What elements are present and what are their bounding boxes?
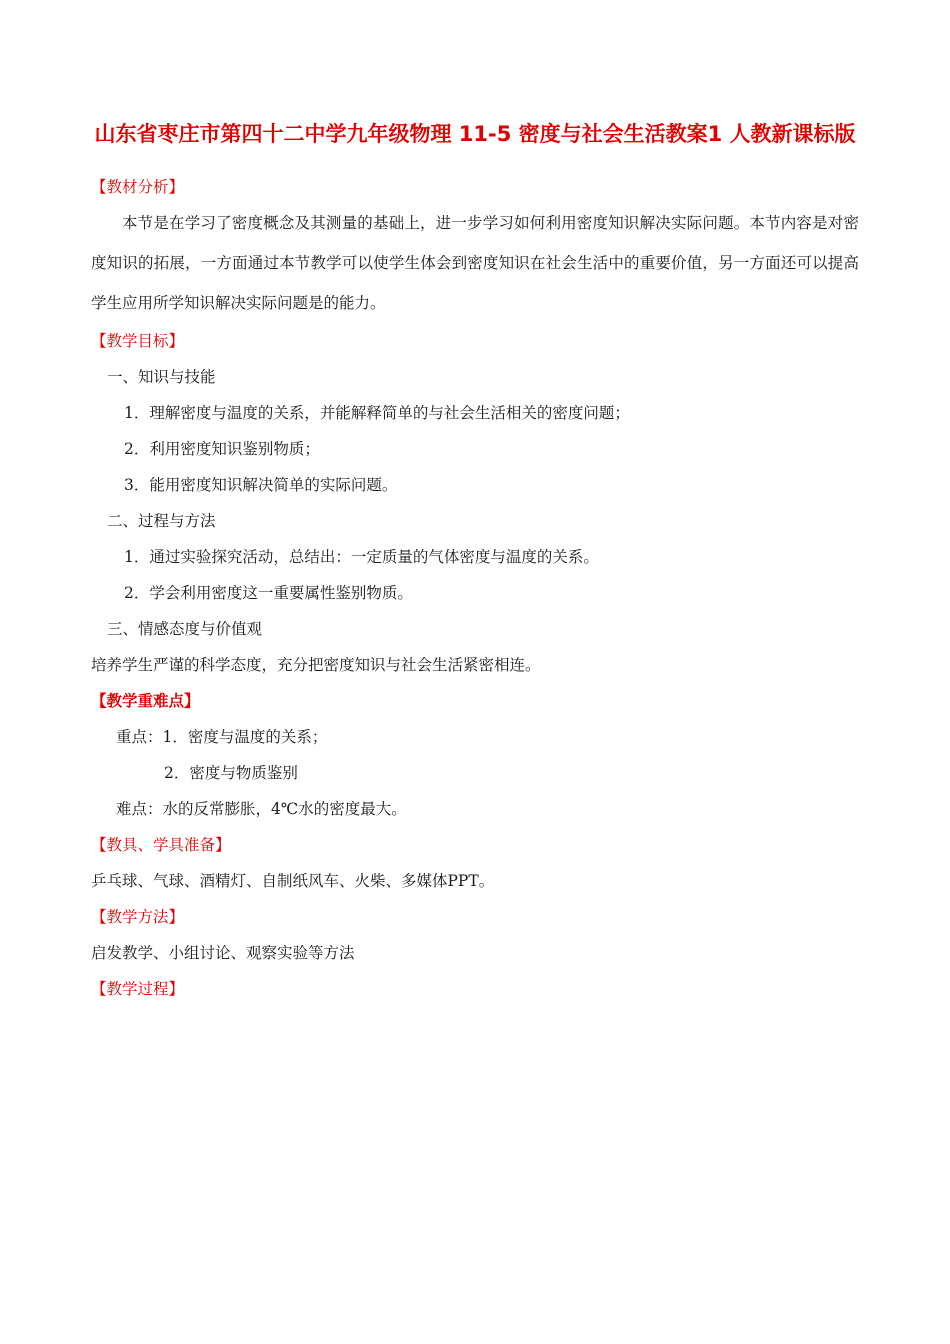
goal-item: 1．通过实验探究活动，总结出：一定质量的气体密度与温度的关系。 xyxy=(124,548,599,566)
keypoint-line: 重点：1．密度与温度的关系； xyxy=(116,728,328,746)
keypoint-line: 2．密度与物质鉴别 xyxy=(164,764,298,782)
heading-goals: 【教学目标】 xyxy=(91,332,185,350)
page-title: 山东省枣庄市第四十二中学九年级物理 11-5 密度与社会生活教案1 人教新课标版 xyxy=(94,122,856,146)
goal-knowledge-skills: 一、知识与技能 xyxy=(107,368,216,386)
heading-keypoints: 【教学重难点】 xyxy=(91,691,200,710)
tools-text: 乒乓球、气球、酒精灯、自制纸风车、火柴、多媒体PPT。 xyxy=(91,872,495,890)
heading-method: 【教学方法】 xyxy=(91,908,185,926)
goal-attitude-values: 三、情感态度与价值观 xyxy=(107,620,263,638)
goal-item: 3．能用密度知识解决简单的实际问题。 xyxy=(124,476,398,494)
goal-item: 2．利用密度知识鉴别物质； xyxy=(124,440,320,458)
difficulty-line: 难点：水的反常膨胀，4℃水的密度最大。 xyxy=(116,800,407,818)
goal-item: 1．理解密度与温度的关系，并能解释简单的与社会生活相关的密度问题； xyxy=(124,404,630,422)
heading-tools: 【教具、学具准备】 xyxy=(91,836,231,854)
goal-item: 2．学会利用密度这一重要属性鉴别物质。 xyxy=(124,584,413,602)
goal-attitude-text: 培养学生严谨的科学态度，充分把密度知识与社会生活紧密相连。 xyxy=(91,656,541,674)
heading-process: 【教学过程】 xyxy=(91,980,185,998)
goal-process-method: 二、过程与方法 xyxy=(107,512,216,530)
heading-analysis: 【教材分析】 xyxy=(91,178,185,196)
analysis-paragraph: 本节是在学习了密度概念及其测量的基础上，进一步学习如何利用密度知识解决实际问题。本节内容是对密度知识的拓展，一方面通过本节教学可以使学生体会到密度知识在社会生活中的重要价值，另一方面还可以提高学生应用所学知识解决实际问题是的能力。 xyxy=(91,214,859,312)
method-text: 启发教学、小组讨论、观察实验等方法 xyxy=(91,944,355,962)
